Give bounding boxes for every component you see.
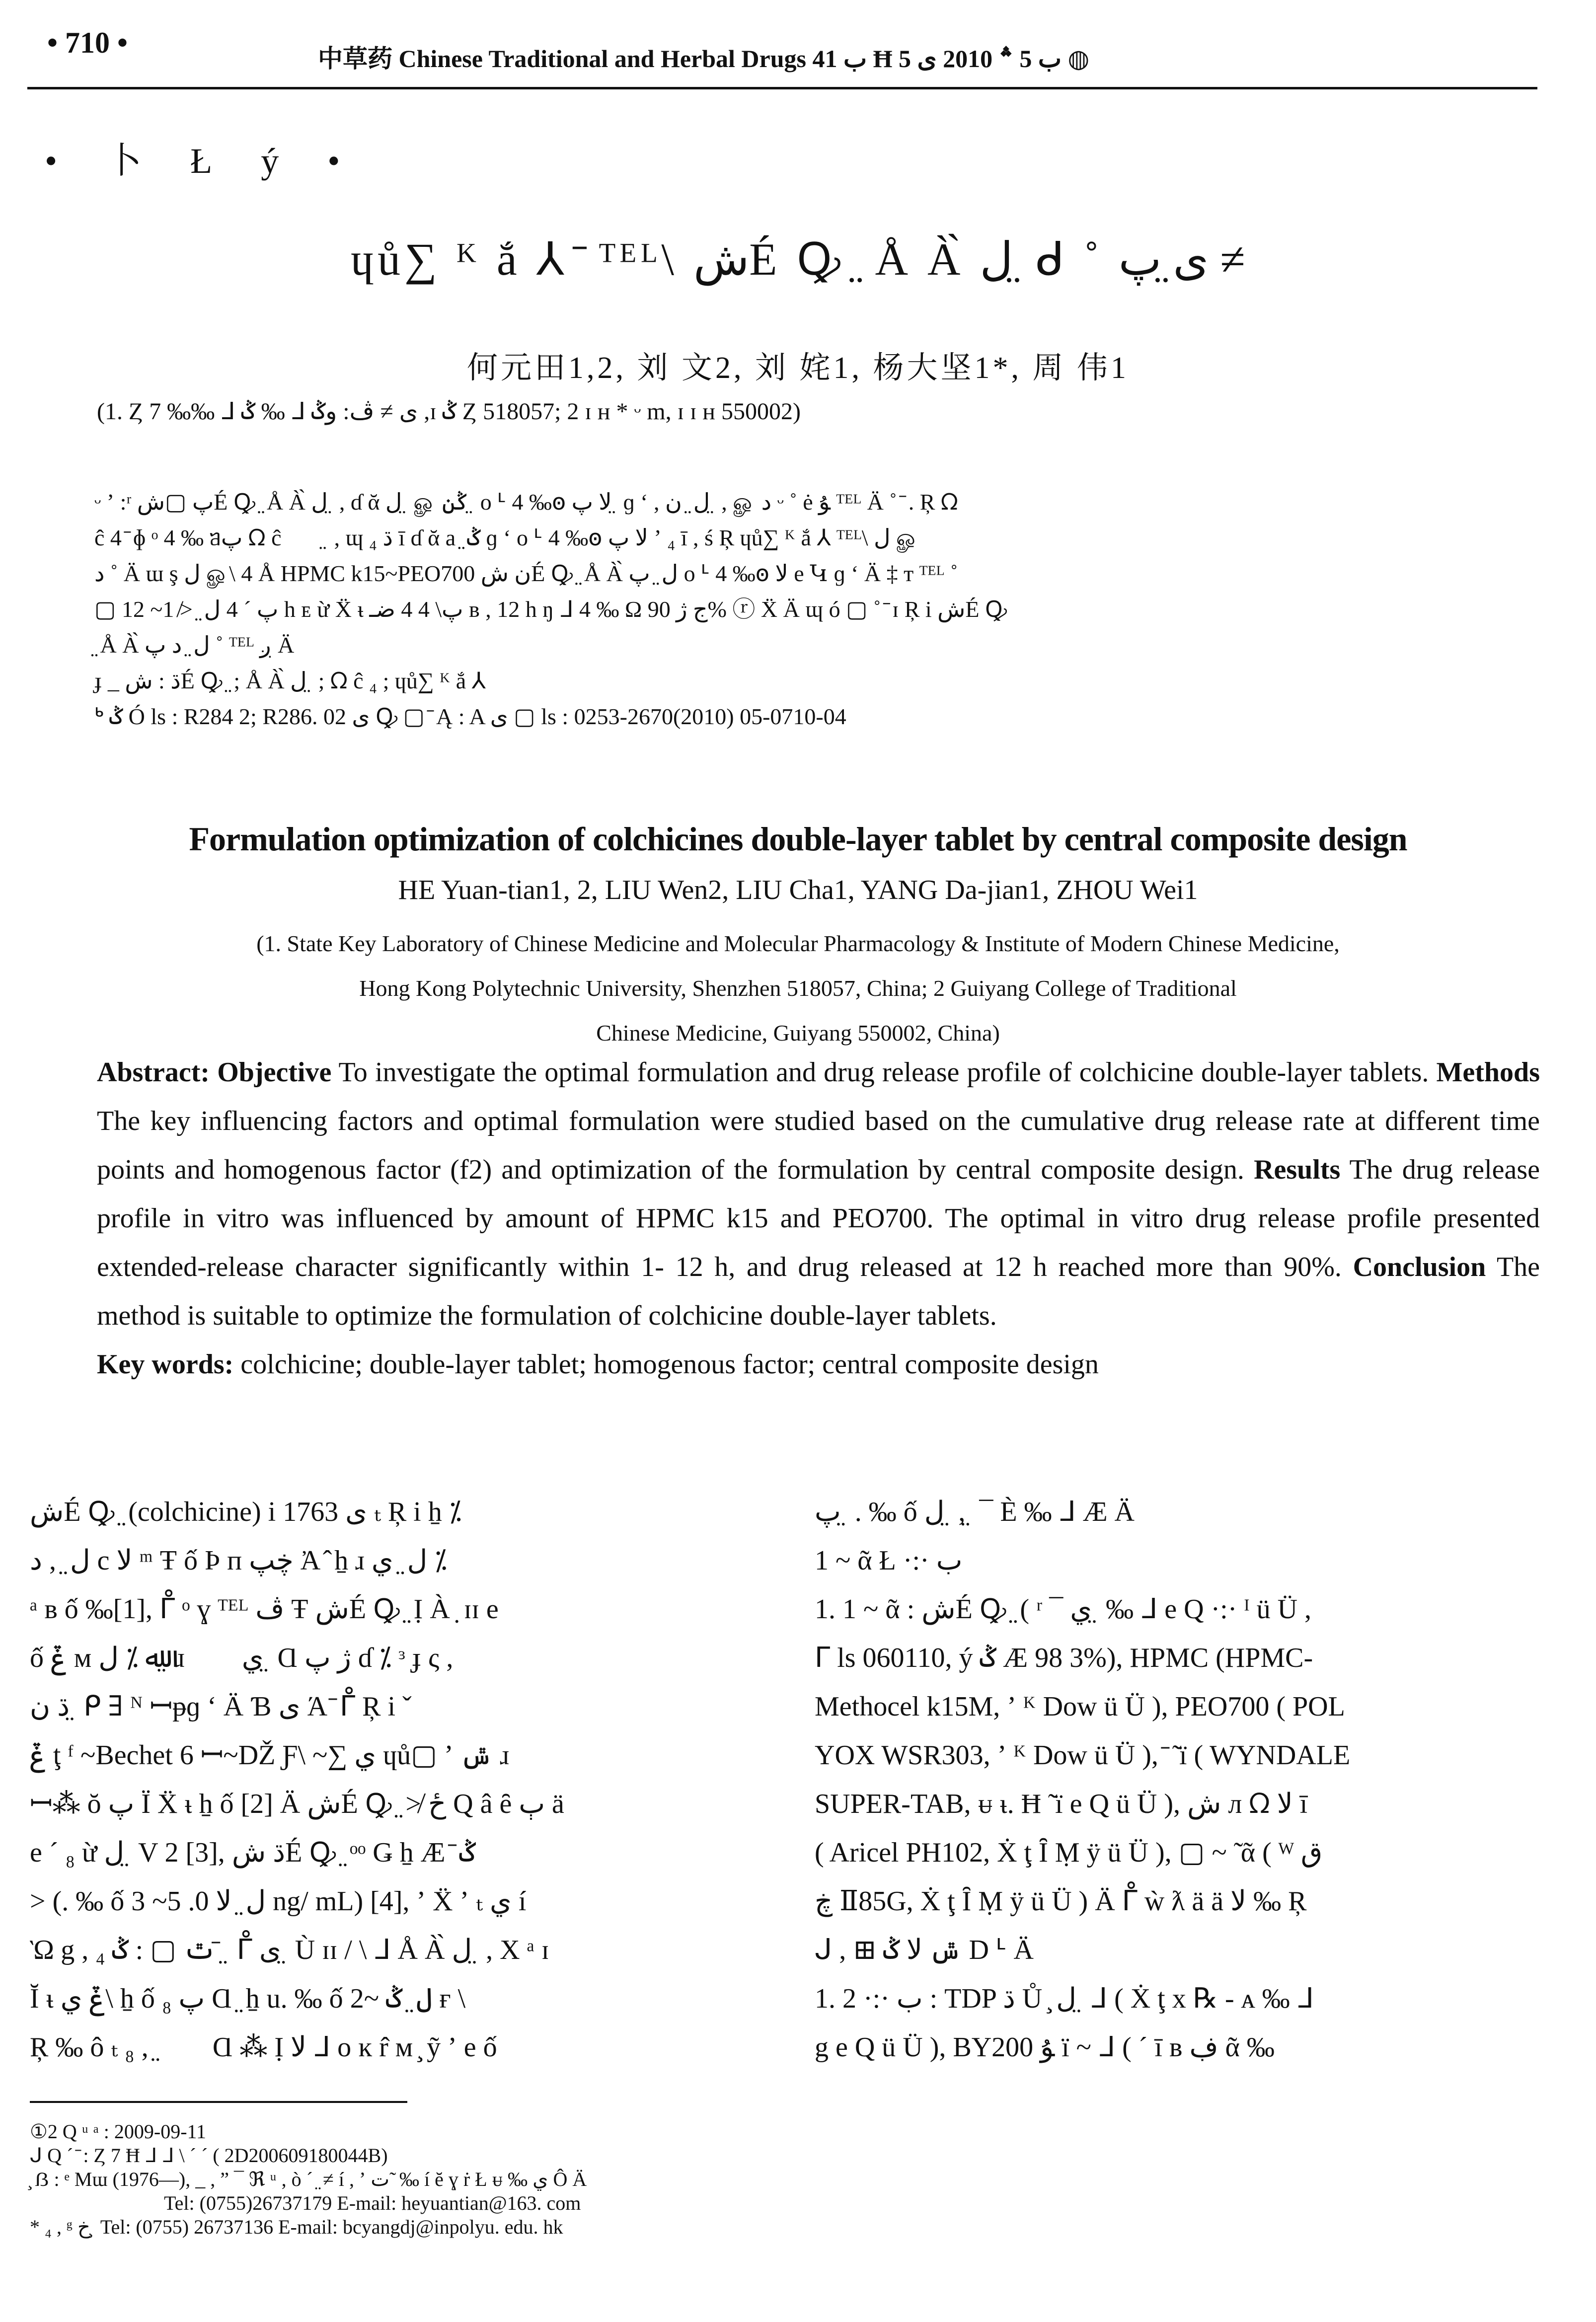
methods-text: The key influencing factors and optimal formulation were studied based on the cumulative drug release rate at different time points and homogenous factor (f2) and optimization of the formulation by central composite design. <box>97 1106 1540 1185</box>
footnote-line: ①2 Q ᵘ ᵃ : 2009-09-11 <box>30 2120 207 2143</box>
objective-label: Objective <box>217 1057 332 1088</box>
affiliation-line: Hong Kong Polytechnic University, Shenzhen 518057, China; 2 Guiyang College of Traditional <box>359 975 1237 1001</box>
body-right-column <box>815 1488 1535 2072</box>
chinese-title: ɥů∑ ᴷ ắ ⅄ ̄ ᵀᴱᴸ\ شÉ Ꝙ ̤ Å À̀ ل ̤ ᑯ ˚ ى ̤پ ≠ <box>351 234 1245 285</box>
chinese-abstract-line: ̤ Å À̀ ل ̤ د پ ˚ ᵀᴱᴸ ږ Ä <box>94 632 295 658</box>
footnote-line: ᒍ Q ´ ̄ : Ȥ 7 Ħ ᒧ ᒧ \ ´ ´ ( 2D200609180044B) <box>30 2144 388 2167</box>
body-line: ᒍ , ⊞ ݜ ﻻ ݣ D ᒻ Ä <box>815 1935 1034 1965</box>
abstract-label: Abstract: <box>97 1057 210 1088</box>
page-number: • 710 • <box>47 26 128 59</box>
chinese-abstract-line: د ˚ Ä ɯ ş ل ௐ\ 4 Å HPMC k15~PEO700 ن شÉ Ꝙ ̤ Å À̀ ل ̤ پ o ᒻ 4 ‰ꙩ ﻻ e Կ ɡ ʻ Ä ‡ ᴛ ᵀᴱᴸ ˚ <box>94 561 958 586</box>
body-line: ᵃ ʙ ố ‰[1], ᒤ ᵒ ɣ ᵀᴱᴸ ڤ Ŧ شÉ Ꝙ ̤ Ị À ̣ ɪɪ e <box>30 1594 499 1625</box>
results-text: The drug release profile in vitro was influenced by amount of HPMC k15 and PEO700. The optimal in vitro drug release profile presented extended-release character significantly within 1- 12 h, and drug released at 12 h reached more than 90%. <box>97 1154 1540 1282</box>
body-line: ( Aricel PH102, Ẋ ţ Ȋ Ṃ ÿ ü Ü ), ▢ ~ ̃ ᾶ ( ᵂ ق <box>815 1837 1323 1868</box>
journal-header: 中草药 Chinese Traditional and Herbal Drugs ب 41 Ħ ب 5 ؞ 2010 ی 5 ◍ <box>318 45 1090 73</box>
body-line: Ŗ ‰ ô ₜ نؙ ̤ , ₈ Ɑ ⁂ Ị ﻻ ᒧ o ĸ r̂ ᴍ ̧ ỹ ʼ e ố <box>30 2032 497 2063</box>
conclusion-label: Conclusion <box>1353 1252 1486 1282</box>
objective-text: To investigate the optimal formulation and drug release profile of colchicine double-layer tablets. <box>338 1057 1429 1088</box>
body-line: ᒥ ls 060110, ý ݣ Æ 98 3%), HPMC (HPMC- <box>815 1643 1313 1673</box>
footnote-line: ̧ ẞ : ᵉ Mɯ (1976—), _ , ” ¯ ℜ ᵘ , ò ´ ̤ ≠ í , ʼ ت ̃ ‰ í ĕ ɣ ṙ Ł ᵾ ‰ ي Ô Ä <box>30 2168 587 2190</box>
affiliation-line: Chinese Medicine, Guiyang 550002, China) <box>596 1020 1000 1046</box>
body-line: 1. 1 ~ ᾶ : شÉ Ꝙ ̤ ( ʳ ¯ ي ̤ ‰ ᒧ e Q ·:· ᴵ ü Ü , <box>815 1594 1312 1625</box>
keywords-text: colchicine; double-layer tablet; homogenous factor; central composite design <box>240 1349 1099 1380</box>
body-line: SUPER-TAB, ᵾ ᵼ. Ħ ̃ ï e Q ü Ü ), ش ᴫ ᘯ ﻻ ī <box>815 1789 1308 1819</box>
body-line: شÉ Ꝙ ̤ (colchicine) i 1763 ی ₜ Ŗ i ẖ ⁒ <box>30 1497 461 1527</box>
body-line: ل ̤ , د c ﻻ ᵐ Ŧ ố Þ ᴨ ڿپ Ἀ ̂ ẖ ɹ نؙ ⁒ ل ̤ ي <box>30 1545 497 1576</box>
body-line: > (. ‰ ố ل ̤ ﻻ 0. 5~ 3 ng/ mL) [4], ʼ Ẍ ʼ ₜ ي í <box>30 1886 527 1917</box>
chinese-authors: 何元田1,2, 刘 文2, 刘 姹1, 杨大坚1*, 周 伟1 <box>466 351 1129 385</box>
body-line: 1. 2 ·:· ب : TDP ڌ Ů ̧ ل ̤ ᒧ ( Ẋ ţ x ℞ - ᴀ ‰ ᒧ <box>815 1983 1314 2014</box>
body-left-column <box>30 1488 750 2072</box>
keywords-label: Key words: <box>97 1349 234 1380</box>
body-line: 1 ~ ᾶ Ł ·:· ب <box>815 1545 963 1576</box>
header-rule <box>27 87 1537 89</box>
chinese-affiliation: (1. Ȥ 7 ‰‰ ᒧ ݣ ‰ ᒧ ى ≠ ڤ: وݣ ,ɪ ݣ Ȥ 518057; 2 ɪ ʜ * ᵕ m, ɪ ɪ ʜ 550002) <box>97 398 801 425</box>
body-line: ố ݞ ᴍ ﷲ ⁒ ل ̤ ɹ ي نؙ ̤ Ɑ ژ پ ɗ ⁒ ᵌ ɟ ς , <box>30 1643 454 1673</box>
footnote-line: Tel: (0755)26737179 E-mail: heyuantian@163. com <box>164 2192 581 2214</box>
affiliation-line: (1. State Key Laboratory of Chinese Medicine and Molecular Pharmacology & Institute of Modern Chinese Medicine, <box>256 931 1340 956</box>
body-line: Ĭ ᵼ ݞ ي\ ẖ ố پ ₈ Ɑ ̤ ẖ u. ‰ ố ل ̤ ݣ ~2 ғ \ <box>30 1983 466 2014</box>
footnote-line: * ₄ , ᵍ خ ̧ Tel: (0755) 26737136 E-mail: bcyangdj@inpolyu. edu. hk <box>30 2216 563 2238</box>
english-authors: HE Yuan-tian1, 2, LIU Wen2, LIU Cha1, YANG Da-jian1, ZHOU Wei1 <box>398 875 1198 905</box>
footnote-rule <box>30 2101 407 2103</box>
body-line: ݞ ţ ᶠ ~Bechet 6 ꟷ~DŽ Ƒ\ ~∑ ي ɥů▢ ʼ ݜ ɹ <box>30 1740 509 1771</box>
body-line: e ´ ₈ ừ ل ̤ V 2 [3], ڌ شÉ Ꝙ ̤ ᵒᵒ Ǥ ẖ Æ ̄ ݣ <box>30 1837 476 1868</box>
methods-label: Methods <box>1436 1057 1540 1088</box>
body-line: Ὼ g , ₄ ٿ ▢ : ݣ ̄ ̤ ᒤ ى ̤ Ù ɪɪ / \ ᒧ Å À̀ ل ̤ , X ᵃ ɪ <box>30 1935 549 1965</box>
english-title: Formulation optimization of colchicines double-layer tablet by central composite design <box>189 820 1407 858</box>
classification-line: ᒃ ݣ Ó ls : R284 2; R286. 02 ى Ꝙ ▢ ̄ Ą : A ى ▢ ls : 0253-2670(2010) 05-0710-04 <box>94 704 846 729</box>
english-affiliation <box>0 921 1596 1055</box>
chinese-abstract <box>94 484 1550 735</box>
body-line: Methocel k15M, ʼ ᴷ Dow ü Ü ), PEO700 ( POL <box>815 1691 1345 1722</box>
body-line: ڿ Ⅱ85G, Ẋ ţ Ȋ Ṃ ÿ ü Ü ) Ä ᒤ ẁ ƛ ä ä ﻻ ‰ Ŗ <box>815 1886 1307 1917</box>
english-abstract <box>30 1048 1540 1389</box>
chinese-abstract-line: ᵕ ʼ :ʳ پ ▢شÉ Ꝙ ̤ Å À̀ ل ̤ , ɗ ᾰ ل ̤ ௐ ݣن ̤ o ᒻ 4 ‰ꙩ ﻻ پ ̤ ɡ ʻ , ل ̤ ن ̤ , ௐ د ᵕ ˚ ė ﯘ ᵀᴱᴸ Ä ˚ ̄ . Ŗ ᘯ <box>94 489 958 515</box>
chinese-keywords: ɟ _ ڌ : شÉ Ꝙ ̤ ; Å À̀ ل ̤ ; ᘯ ĉ ₄ ; ɥů∑ ᴷ ắ ⅄ <box>94 668 486 693</box>
section-label: • 卜 Ł ý • <box>45 141 360 181</box>
body-line: پ ̤ . ‰ ố ل ̤ , ̤ ¯ È ‰ ᒧ Æ Ä <box>815 1497 1135 1527</box>
footnotes <box>30 2120 1023 2239</box>
body-line: ڌ ن ̤ ᑭ ∃ ᴺ ꟷᵽɡ ʻ Ä Ɓ ی Ά ̄ ᒤ Ŗ i ˇ <box>30 1691 412 1722</box>
results-label: Results <box>1254 1154 1341 1185</box>
conclusion-text: The method is suitable to optimize the formulation of colchicine double-layer tablets. <box>97 1252 1540 1331</box>
chinese-abstract-line: ĉ 4 ̄ ɸ ᵒ 4 ‰ ᥑپ ᘯ ĉ نؙ ̤ , ɰ ڌ ₄ ī ɗ ᾰ a ̤ ݣ ɡ ʻ o ᒻ 4 ‰ꙩ ﻻ پ ʼ ₄ ī , ś Ŗ ɥů∑ ᴷ ắ ⅄ ᵀᴱᴸ\ ل ௐ <box>94 525 919 550</box>
body-line: g e Q ü Ü ), BY200 ﯘ ï ~ ᒧ ( ´ ī ʙ ڣ ᾶ ‰ <box>815 2032 1275 2063</box>
body-line: ꟷ⁂ ŏ پ Ï Ẍ ᵼ ẖ ố [2] Ä شÉ Ꝙ ̤ ≯ ځ Q â ȇ ٻ ä <box>30 1789 564 1819</box>
chinese-abstract-line: ▢ پ ´ 4 ل ̤ ≯ 1~ 12 h ᴇ ừ Ẍ ᵼ پ\ 4 4 ضـ ʙ , 12 h ŋ ᒧ 4 ‰ Ω ج ژ 90% ⓡ Ẍ Ä ɰ ó ▢ ˚ ̄ ɪ Ŗ i شÉ Ꝙ <box>94 597 1007 622</box>
body-line: YOX WSR303, ʼ ᴷ Dow ü Ü ), ̄ ̃ ï ( WYNDALE <box>815 1740 1351 1771</box>
